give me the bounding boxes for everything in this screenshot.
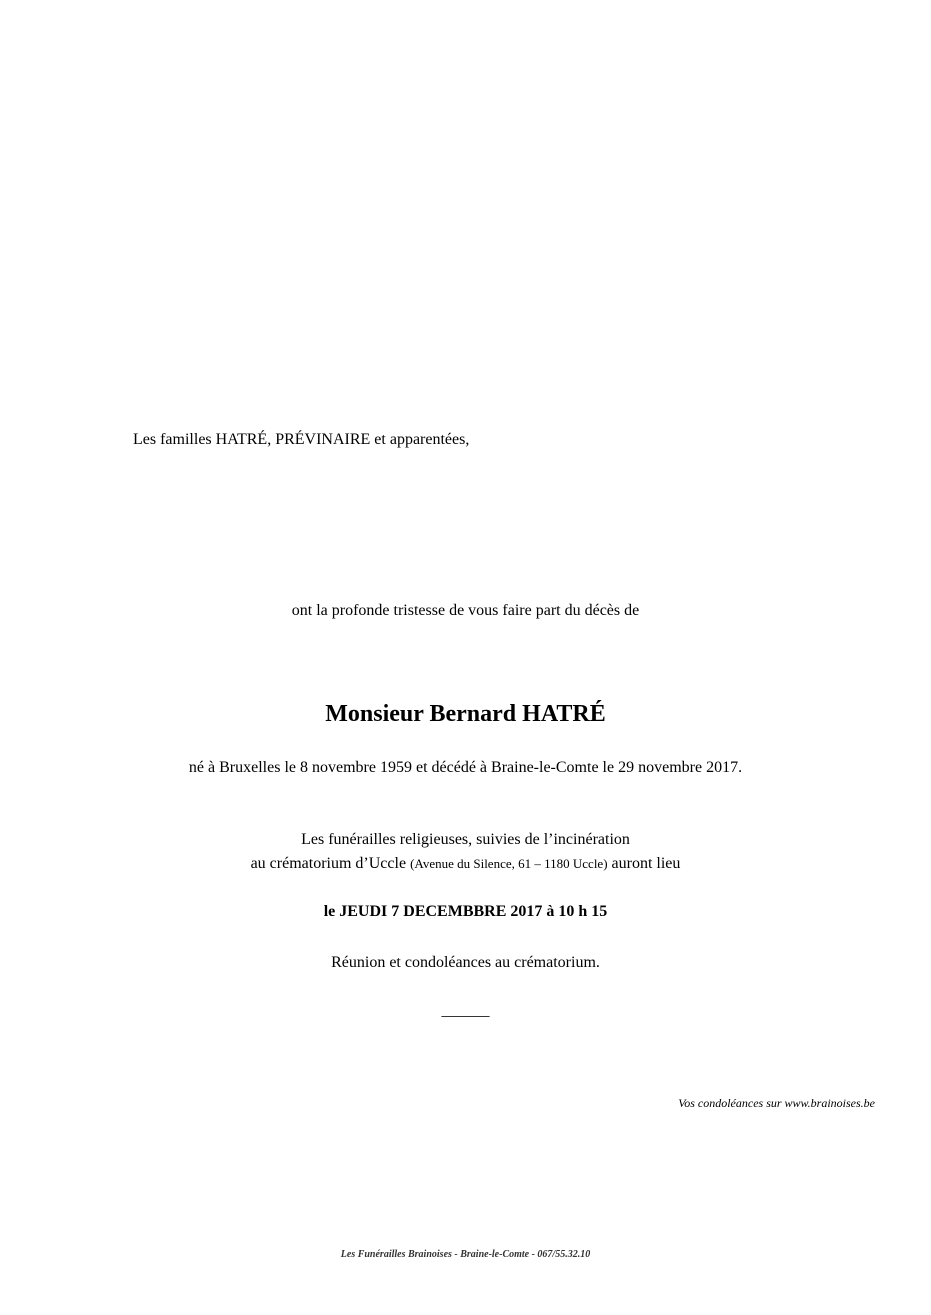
separator-line: ______ xyxy=(441,1002,490,1019)
funeral-location: au crématorium d’Uccle xyxy=(250,855,407,872)
announcement-line: ont la profonde tristesse de vous faire part du décès de xyxy=(291,602,640,619)
footer-text: Les Funérailles Brainoises - Braine-le-Comte - 067/55.32.10 xyxy=(340,1249,591,1260)
deceased-name: Monsieur Bernard HATRÉ xyxy=(325,701,606,727)
families-line: Les familles HATRÉ, PRÉVINAIRE et apparentées, xyxy=(133,431,470,448)
reunion-line: Réunion et condoléances au crématorium. xyxy=(331,954,600,971)
funeral-info-line-2 xyxy=(0,856,931,872)
condolences-website: Vos condoléances sur www.brainoises.be xyxy=(678,1096,875,1110)
birth-death-line: né à Bruxelles le 8 novembre 1959 et décédé à Braine-le-Comte le 29 novembre 2017. xyxy=(188,759,743,776)
funeral-info-suffix: auront lieu xyxy=(611,855,681,872)
funeral-address: (Avenue du Silence, 61 – 1180 Uccle) xyxy=(410,856,608,871)
funeral-date: le JEUDI 7 DECEMBBRE 2017 à 10 h 15 xyxy=(323,903,608,920)
funeral-info-line-1: Les funérailles religieuses, suivies de l’incinération xyxy=(301,831,630,848)
